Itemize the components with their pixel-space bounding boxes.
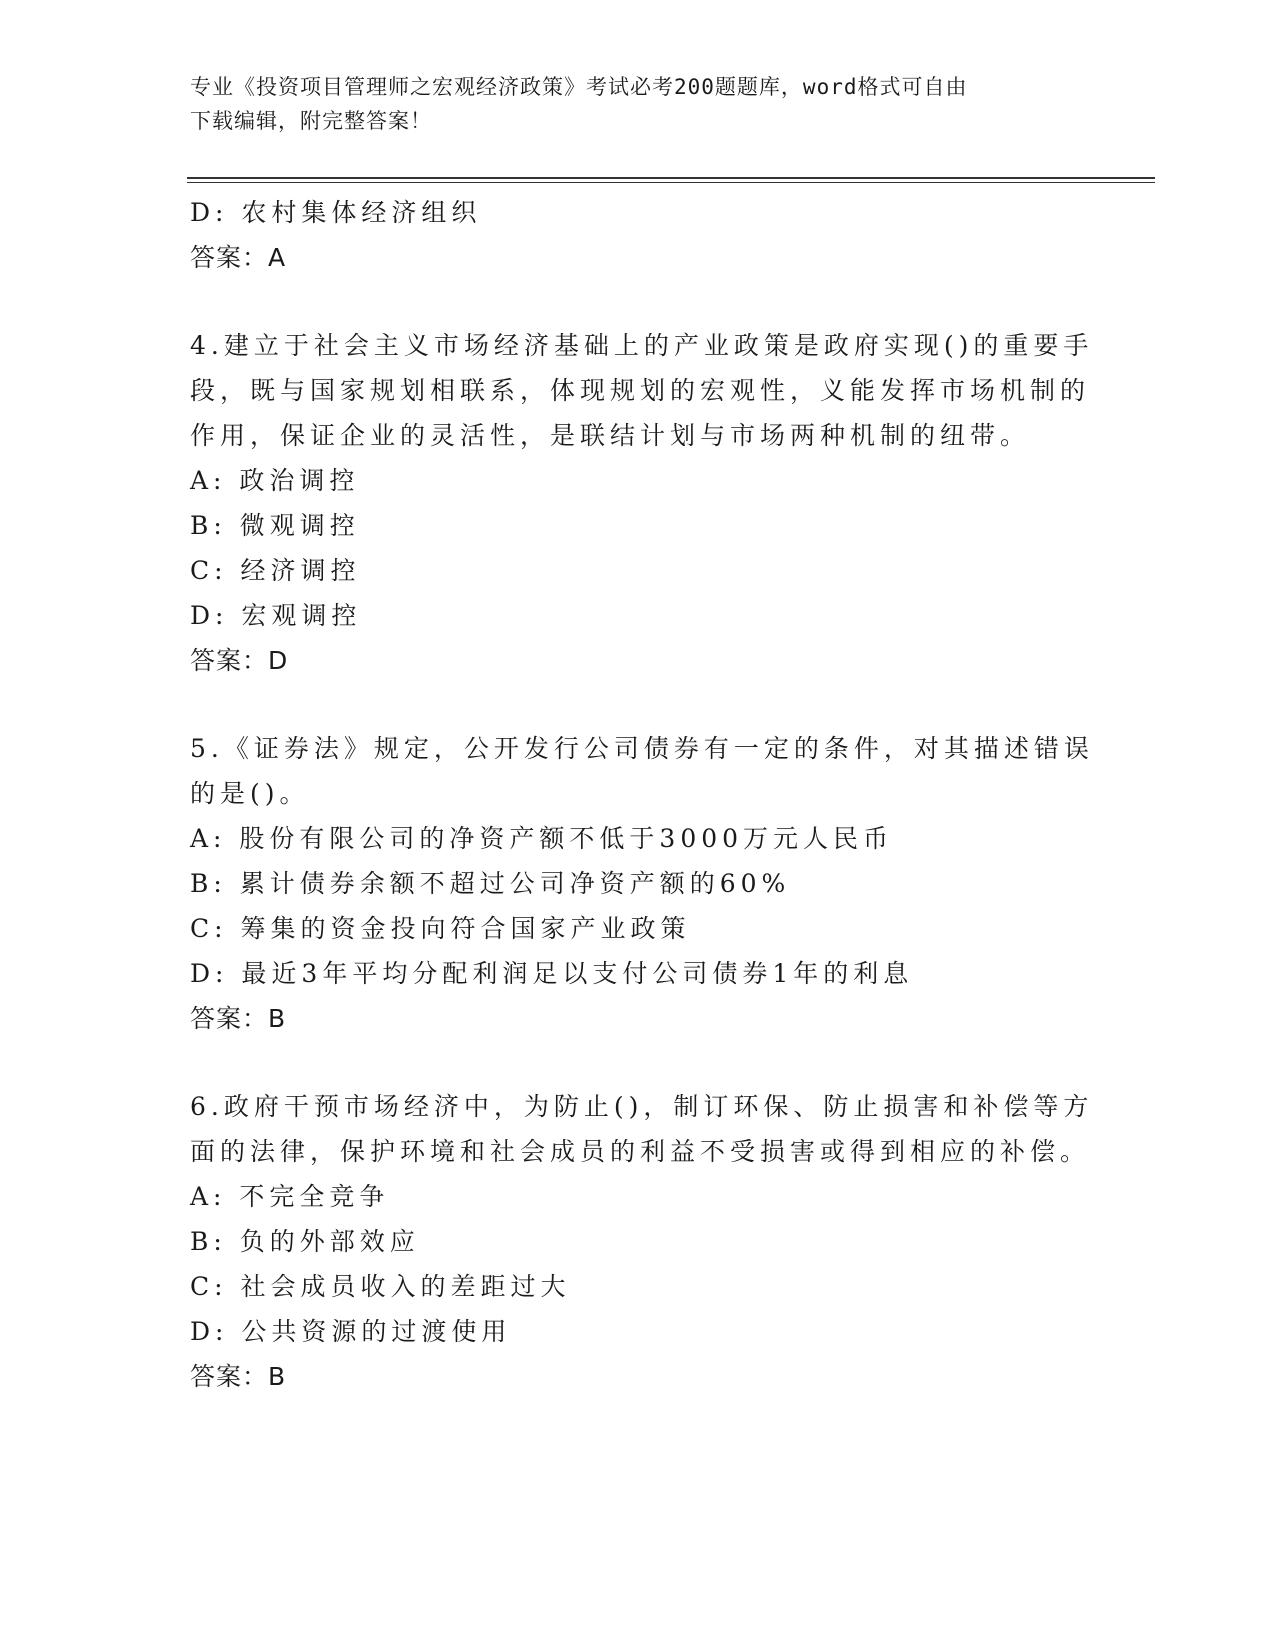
header-divider-thin xyxy=(187,182,1155,183)
option-d: D: 农村集体经济组织 xyxy=(190,198,482,227)
question-text-line: 4.建立于社会主义市场经济基础上的产业政策是政府实现()的重要手 xyxy=(190,331,1094,360)
option-a: A: 不完全竞争 xyxy=(190,1182,390,1211)
option-a: A: 政治调控 xyxy=(190,466,360,495)
question-list xyxy=(190,190,1094,1399)
option-d: D: 公共资源的过渡使用 xyxy=(190,1317,512,1346)
question-5 xyxy=(190,726,1094,1041)
option-c: C: 经济调控 xyxy=(190,556,361,585)
question-text-line: 作用，保证企业的灵活性，是联结计划与市场两种机制的纽带。 xyxy=(190,421,1031,450)
question-6 xyxy=(190,1084,1094,1399)
option-a: A: 股份有限公司的净资产额不低于3000万元人民币 xyxy=(190,824,894,853)
header-line-2: 下载编辑，附完整答案！ xyxy=(190,109,432,133)
answer-line: 答案：B xyxy=(190,1362,287,1391)
spacer xyxy=(190,280,1070,323)
page-header xyxy=(190,70,1090,138)
option-b: B: 负的外部效应 xyxy=(190,1227,420,1256)
question-3-tail xyxy=(190,190,1070,280)
spacer xyxy=(190,1041,1070,1084)
option-d: D: 最近3年平均分配利润足以支付公司债券1年的利息 xyxy=(190,959,914,988)
option-b: B: 累计债券余额不超过公司净资产额的60% xyxy=(190,869,791,898)
answer-line: 答案：A xyxy=(190,243,287,272)
question-text-line: 面的法律，保护环境和社会成员的利益不受损害或得到相应的补偿。 xyxy=(190,1137,1091,1166)
option-b: B: 微观调控 xyxy=(190,511,360,540)
answer-line: 答案：D xyxy=(190,646,289,675)
answer-line: 答案：B xyxy=(190,1004,287,1033)
question-text-line: 的是()。 xyxy=(190,779,310,808)
question-text-line: 5.《证券法》规定，公开发行公司债券有一定的条件，对其描述错误 xyxy=(190,734,1094,763)
header-divider-thick xyxy=(187,177,1155,179)
option-c: C: 社会成员收入的差距过大 xyxy=(190,1272,571,1301)
option-d: D: 宏观调控 xyxy=(190,601,362,630)
header-line-1: 专业《投资项目管理师之宏观经济政策》考试必考200题题库，word格式可自由 xyxy=(190,75,968,99)
option-c: C: 筹集的资金投向符合国家产业政策 xyxy=(190,914,691,943)
question-text-line: 段，既与国家规划相联系，体现规划的宏观性，义能发挥市场机制的 xyxy=(190,376,1091,405)
spacer xyxy=(190,683,1070,726)
question-text-line: 6.政府干预市场经济中，为防止()，制订环保、防止损害和补偿等方 xyxy=(190,1092,1094,1121)
question-4 xyxy=(190,323,1094,683)
